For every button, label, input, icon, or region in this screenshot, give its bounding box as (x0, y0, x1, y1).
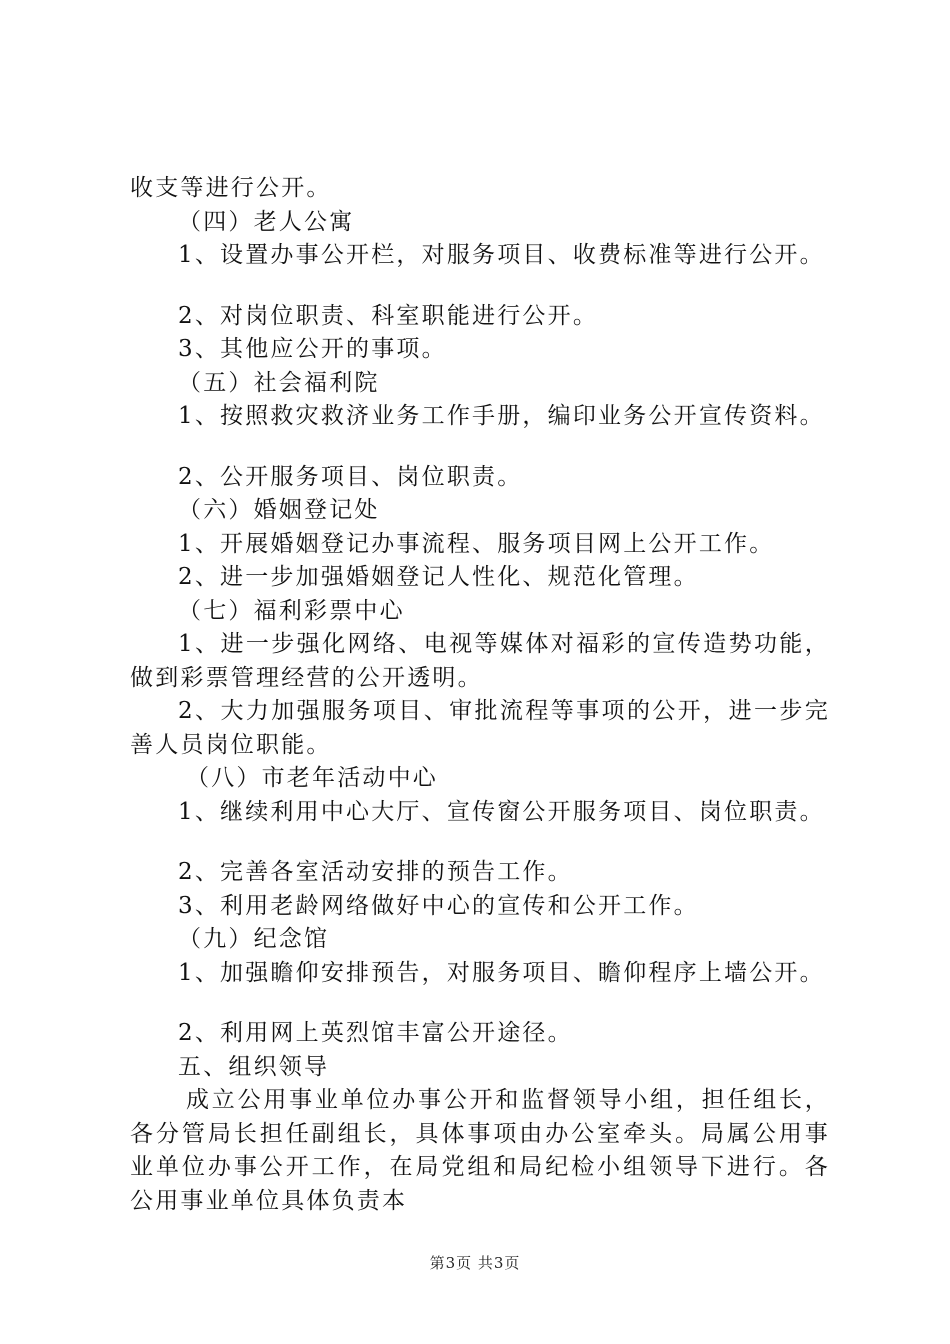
section-heading-welfare-lottery: （七）福利彩票中心 (178, 597, 405, 624)
paragraph-continuation: 收支等进行公开。 (130, 175, 332, 201)
section-heading-senior-activity-center: （八）市老年活动中心 (186, 765, 438, 791)
list-item: 1、进一步强化网络、电视等媒体对福彩的宣传造势功能，做到彩票管理经营的公开透明。 (130, 631, 830, 691)
list-item: 1、按照救灾救济业务工作手册，编印业务公开宣传资料。 (178, 403, 825, 429)
section-heading-welfare-institute: （五）社会福利院 (178, 369, 380, 396)
page-footer: 第3页 共3页 (429, 1254, 521, 1272)
list-item: 2、完善各室活动安排的预告工作。 (178, 859, 573, 885)
section-heading-memorial-hall: （九）纪念馆 (178, 926, 330, 952)
list-item: 1、开展婚姻登记办事流程、服务项目网上公开工作。 (178, 530, 775, 557)
list-item: 3、利用老龄网络做好中心的宣传和公开工作。 (178, 892, 699, 919)
document-body (130, 172, 830, 1218)
paragraph-gap (130, 273, 830, 300)
list-item: 3、其他应公开的事项。 (178, 336, 447, 362)
paragraph-gap (130, 829, 830, 856)
body-paragraph: 成立公用事业单位办事公开和监督领导小组，担任组长，各分管局长担任副组长，具体事项由办公室牵头。局属公用事业单位办事公开工作，在局党组和局纪检小组领导下进行。各公用事业单位具体负责本 (130, 1087, 830, 1214)
list-item: 1、设置办事公开栏，对服务项目、收费标准等进行公开。 (178, 242, 825, 268)
list-item: 2、利用网上英烈馆丰富公开途径。 (178, 1020, 573, 1046)
paragraph-gap (130, 434, 830, 461)
list-item: 2、进一步加强婚姻登记人性化、规范化管理。 (178, 564, 699, 590)
list-item: 2、大力加强服务项目、审批流程等事项的公开，进一步完善人员岗位职能。 (130, 698, 830, 758)
paragraph-gap (130, 990, 830, 1017)
section-heading-marriage-registry: （六）婚姻登记处 (178, 497, 380, 523)
list-item: 1、继续利用中心大厅、宣传窗公开服务项目、岗位职责。 (178, 798, 825, 825)
list-item: 1、加强瞻仰安排预告，对服务项目、瞻仰程序上墙公开。 (178, 959, 825, 986)
section-heading-elderly-apartment: （四）老人公寓 (178, 208, 355, 235)
section-heading-organization-leadership: 五、组织领导 (178, 1053, 330, 1080)
list-item: 2、公开服务项目、岗位职责。 (178, 463, 523, 490)
list-item: 2、对岗位职责、科室职能进行公开。 (178, 302, 599, 329)
